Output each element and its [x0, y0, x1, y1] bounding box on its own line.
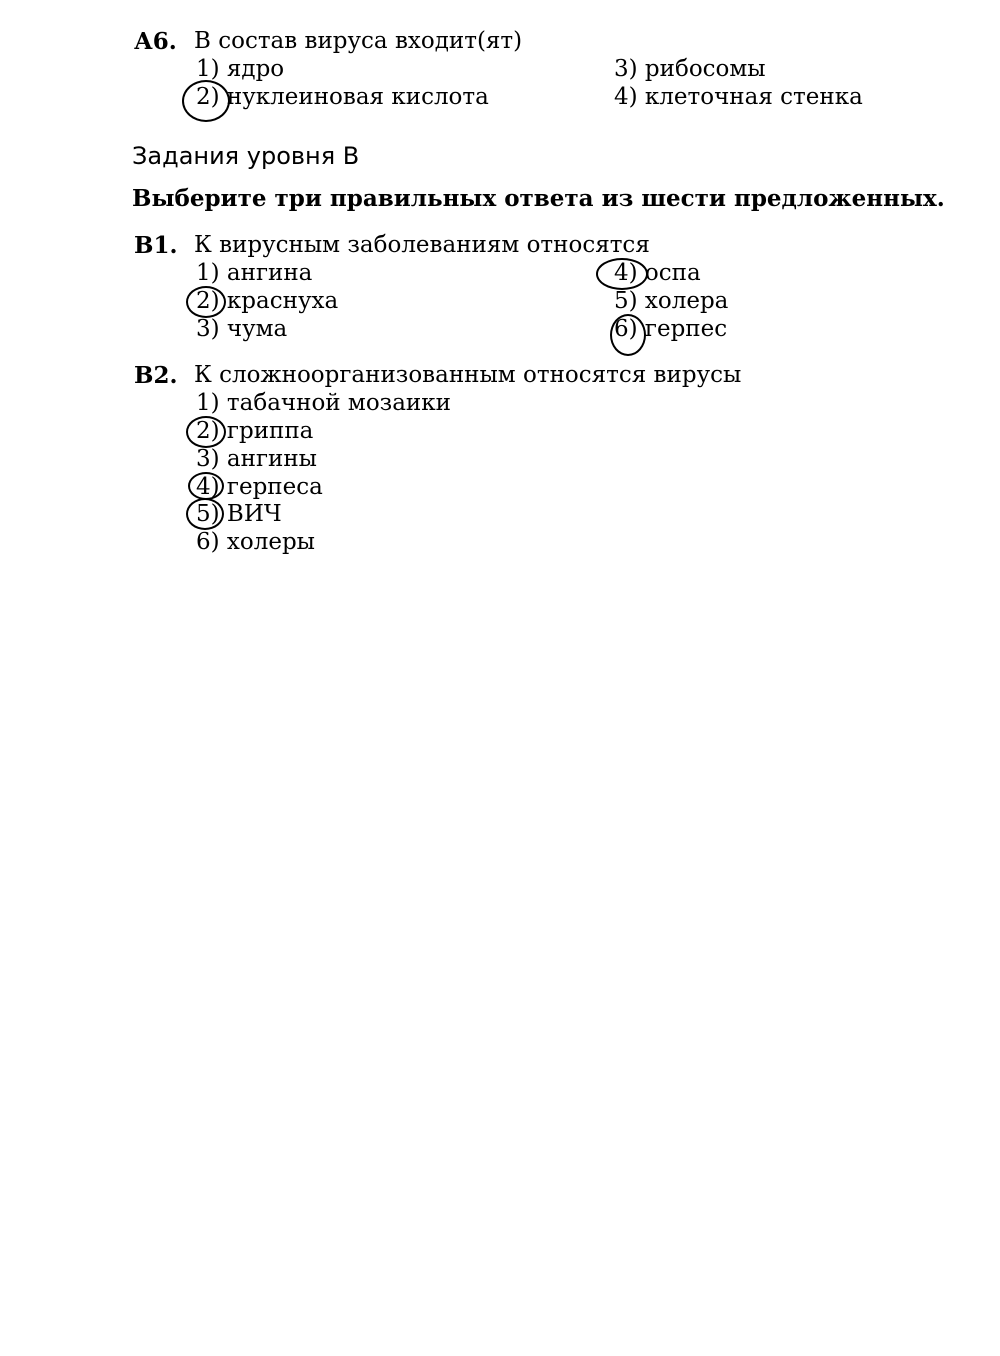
- answer-option-b1-1: 1) ангина: [196, 260, 313, 286]
- hand-drawn-answer-circle: [186, 416, 226, 448]
- question-text-a6: В состав вируса входит(ят): [194, 28, 523, 54]
- instruction-text: Выберите три правильных ответа из шести предложенных.: [132, 185, 945, 212]
- section-heading: Задания уровня В: [132, 142, 360, 170]
- answer-option-b2-5: 5) ВИЧ: [196, 501, 282, 527]
- answer-option-b2-6: 6) холеры: [196, 529, 315, 555]
- answer-option-a6-2: 2) нуклеиновая кислота: [196, 84, 489, 110]
- hand-drawn-answer-circle: [188, 472, 224, 500]
- answer-option-b1-3: 3) чума: [196, 316, 288, 342]
- hand-drawn-answer-circle: [596, 258, 648, 290]
- answer-option-b2-1: 1) табачной мозаики: [196, 390, 451, 416]
- question-number-b1: В1.: [134, 232, 178, 259]
- answer-option-a6-1: 1) ядро: [196, 56, 285, 82]
- hand-drawn-answer-circle: [182, 80, 230, 122]
- answer-option-a6-4: 4) клеточная стенка: [614, 84, 863, 110]
- answer-option-b2-4: 4) герпеса: [196, 474, 323, 500]
- hand-drawn-answer-circle: [186, 498, 224, 530]
- answer-option-b2-3: 3) ангины: [196, 446, 317, 472]
- question-number-b2: В2.: [134, 362, 178, 389]
- answer-option-b1-4: 4) оспа: [614, 260, 701, 286]
- answer-option-a6-3: 3) рибосомы: [614, 56, 766, 82]
- answer-option-b1-2: 2) краснуха: [196, 288, 339, 314]
- answer-option-b2-2: 2) гриппа: [196, 418, 314, 444]
- question-text-b2: К сложноорганизованным относятся вирусы: [194, 362, 742, 388]
- question-number-a6: А6.: [134, 28, 177, 55]
- question-text-b1: К вирусным заболеваниям относятся: [194, 232, 650, 258]
- hand-drawn-answer-circle: [186, 286, 226, 318]
- answer-option-b1-6: 6) герпес: [614, 316, 728, 342]
- answer-option-b1-5: 5) холера: [614, 288, 729, 314]
- hand-drawn-answer-circle: [610, 314, 646, 356]
